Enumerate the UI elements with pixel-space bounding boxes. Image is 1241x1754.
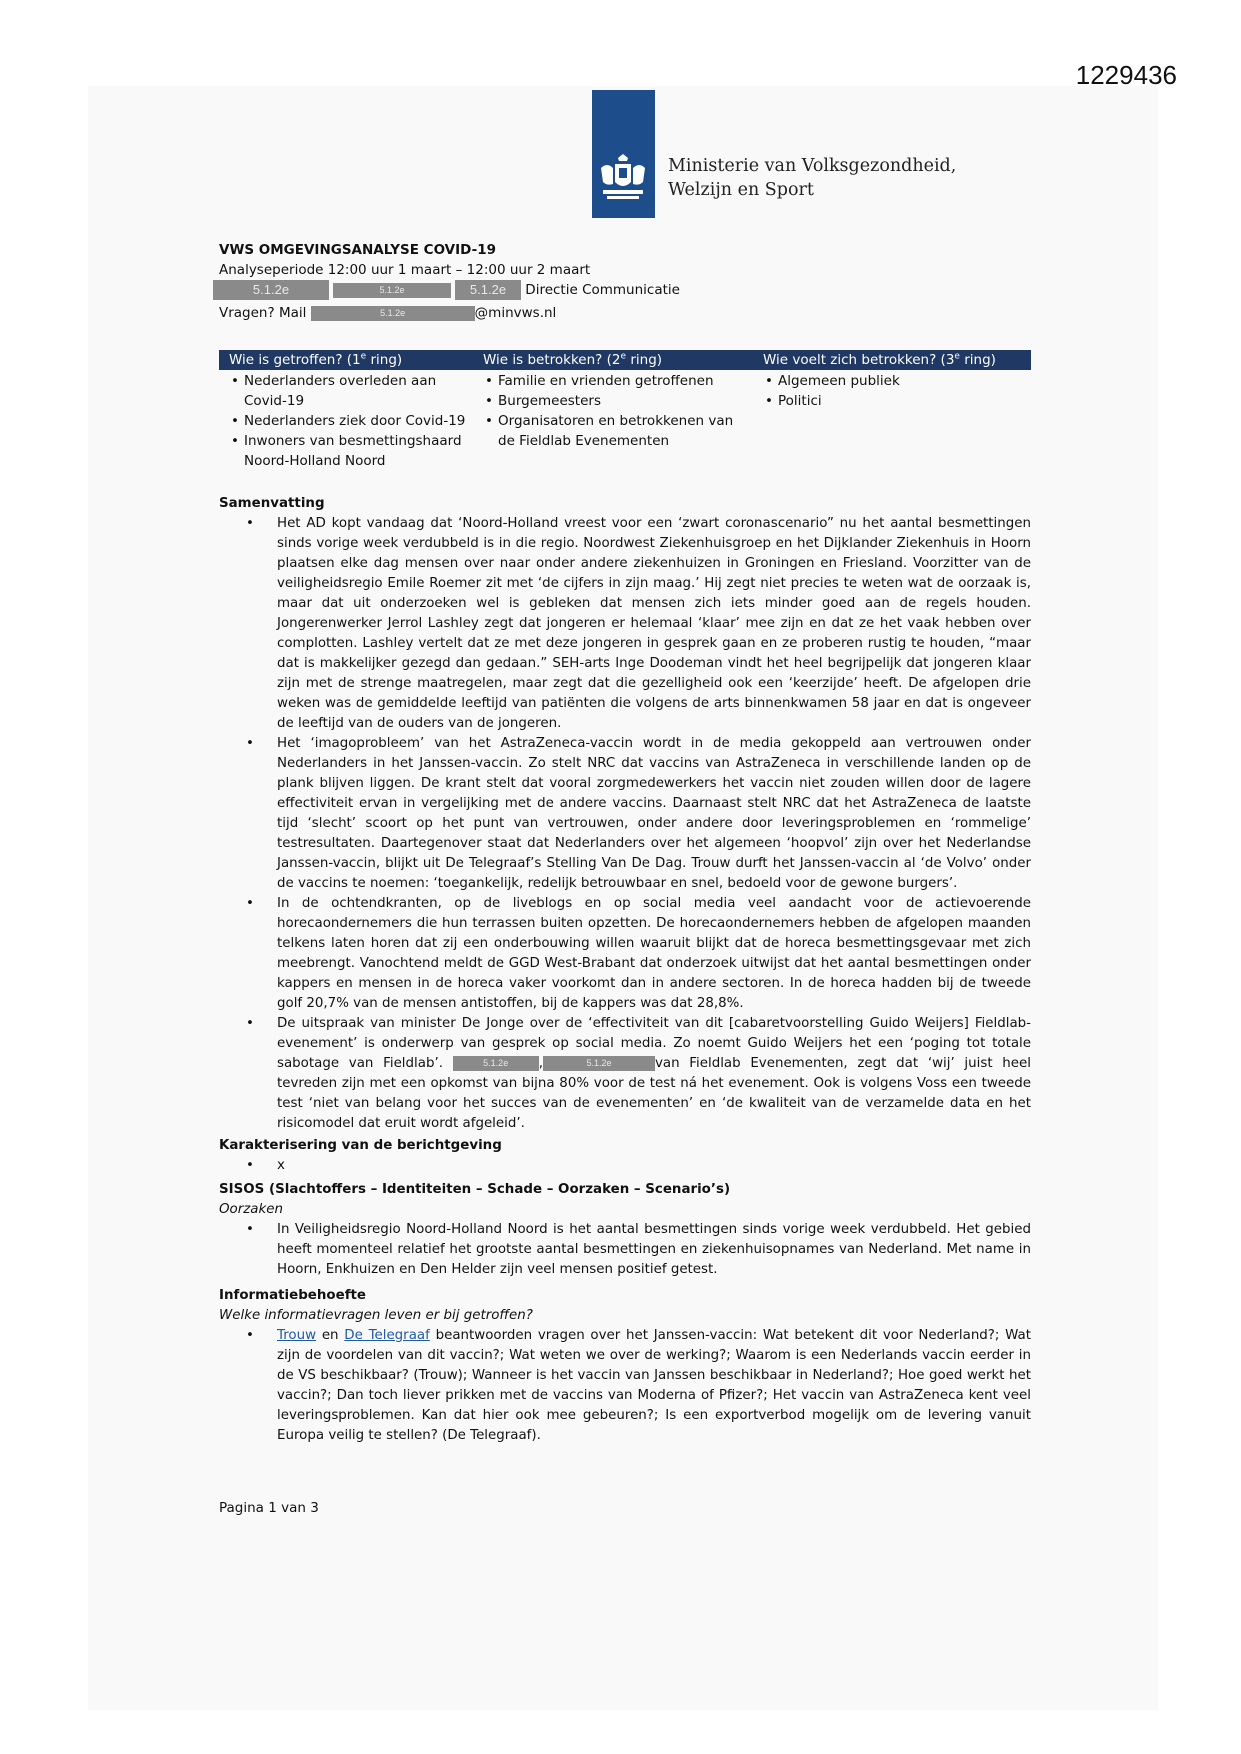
questions-prefix: Vragen? Mail: [219, 305, 307, 321]
section-heading: Informatiebehoefte: [219, 1288, 366, 1303]
ring-3-list: [753, 371, 1031, 471]
list-item: • Familie en vrienden getroffenen: [473, 371, 753, 391]
section-subheading: Oorzaken: [219, 1202, 283, 1217]
redaction-block: 5.1.2e: [455, 280, 521, 300]
telegraaf-link[interactable]: De Telegraaf: [344, 1328, 430, 1343]
list-item: • Nederlanders overleden aan Covid-19: [219, 371, 473, 411]
list-item: • Inwoners van besmettingshaard Noord-Holland Noord: [219, 431, 473, 471]
list-item: • x: [219, 1156, 1031, 1176]
ring-2-header: Wie is betrokken? (2e ring): [483, 351, 663, 368]
trouw-link[interactable]: Trouw: [277, 1328, 317, 1343]
redaction-block: 5.1.2e: [311, 306, 475, 321]
list-item: • Politici: [753, 391, 1031, 411]
list-item: • In Veiligheidsregio Noord-Holland Noord is het aantal besmettingen sinds vorige week verdubbeld. Het gebied heeft momenteel relatief het grootste aantal besmettingen en ziekenhuisopnames van Nederland. Met name in Hoorn, Enkhuizen en Den Helder zijn veel mensen positief getest.: [219, 1220, 1031, 1280]
redaction-block: 5.1.2e: [543, 1056, 655, 1071]
section-heading: Karakterisering van de berichtgeving: [219, 1138, 502, 1153]
section-heading: SISOS (Slachtoffers – Identiteiten – Schade – Oorzaken – Scenario’s): [219, 1182, 731, 1197]
redaction-block: 5.1.2e: [453, 1056, 539, 1071]
redaction-block: 5.1.2e: [213, 280, 329, 300]
questions-line: [219, 305, 556, 321]
ring-1-header: Wie is getroffen? (1e ring): [229, 351, 403, 368]
contact-line: [213, 280, 680, 300]
info-list: [219, 1326, 1031, 1446]
mail-domain: @minvws.nl: [474, 305, 557, 321]
list-item: • Trouw en De Telegraaf beantwoorden vragen over het Janssen-vaccin: Wat betekent dit voor Nederland?; Wat zijn de voordelen van dit vaccin?; Wat weten we over de werking?; Waarom is een Nederlands vaccin eerder in de VS beschikbaar? (Trouw); Wanneer is het vaccin van Janssen beschikbaar in Nederland?; Hoe goed werkt het vaccin?; Dan toch liever prikken met de vaccins van Moderna of Pfizer?; Het vaccin van AstraZeneca kent veel leveringsproblemen. Kan dat hier ook mee gebeuren?; Is een exportverbod mogelijk om de levering vanuit Europa veilig te stellen? (De Telegraaf).: [219, 1326, 1031, 1446]
rings-header: [219, 350, 1031, 370]
list-item: • Nederlanders ziek door Covid-19: [219, 411, 473, 431]
list-item: • Het AD kopt vandaag dat ‘Noord-Holland vreest voor een ‘zwart coronascenario” nu het aantal besmettingen sinds vorige week verdubbeld is in die regio. Noordwest Ziekenhuisgroep en het Dijklander Ziekenhuis in Hoorn plaatsen elke dag mensen over naar onder andere ziekenhuizen in Groningen en Friesland. Voorzitter van de veiligheidsregio Emile Roemer zit met ‘de cijfers in zijn maag.’ Hij zegt niet precies te weten wat de oorzaak is, maar dat uit onderzoeken wel is gebleken dat mensen zich iets minder goed aan de regels houden. Jongerenwerker Jerrol Lashley zegt dat jongeren er helemaal ‘klaar’ mee zijn en dat ze het vaak hebben over complotten. Lashley vertelt dat ze met deze jongeren in gesprek gaan en ze proberen rustig te houden, “maar dat is makkelijker gezegd dan gedaan.” SEH-arts Inge Doodeman vindt het heel begrijpelijk dat jongeren klaar zijn met de strenge maatregelen, maar zegt dat die gezelligheid ook een ‘keerzijde’ heeft. De afgelopen drie weken was de gemiddelde leeftijd van patiënten die volgens de arts binnenkwamen 58 jaar en dat is ongeveer de leeftijd van de ouders van de jongeren.: [219, 514, 1031, 734]
ministry-name: [668, 154, 956, 202]
ring-2-list: [473, 371, 753, 471]
section-heading: Samenvatting: [219, 496, 325, 511]
ring-1-list: [219, 371, 473, 471]
page-number: Pagina 1 van 3: [219, 1500, 319, 1516]
analysis-period: Analyseperiode 12:00 uur 1 maart – 12:00 uur 2 maart: [219, 262, 591, 278]
rings-table: [219, 350, 1031, 471]
list-item: • Het ‘imagoprobleem’ van het AstraZeneca-vaccin wordt in de media gekoppeld aan vertrouwen onder Nederlanders in het Janssen-vaccin. Zo stelt NRC dat vaccins van AstraZeneca in verschillende landen op de plank blijven liggen. De krant stelt dat vooral zorgmedewerkers het vaccin niet zouden willen door de lagere effectiviteit ervan in vergelijking met de andere vaccins. Daarnaast stelt NRC dat het AstraZeneca de laatste tijd ‘slecht’ scoort op het punt van vertrouwen, onder andere door leveringsproblemen en ‘rommelige’ testresultaten. Daartegenover staat dat Nederlanders over het algemeen ‘hoopvol’ zijn over het Nederlandse Janssen-vaccin, blijkt uit De Telegraaf’s Stelling Van De Dag. Trouw durft het Janssen-vaccin al ‘de Volvo’ onder de vaccins te noemen: ‘toegankelijk, redelijk betrouwbaar en snel, bedoeld voor de gewone burgers’.: [219, 734, 1031, 894]
list-item: • Burgemeesters: [473, 391, 753, 411]
list-item: • In de ochtendkranten, op de liveblogs en op social media veel aandacht voor de actievoerende horecaondernemers die hun terrassen buiten opzetten. De horecaondernemers hebben de afgelopen maanden telkens laten horen dat zij een onderbouwing willen waaruit blijkt dat de horeca besmettingsgevaar met zich meebrengt. Vanochtend meldt de GGD West-Brabant dat onderzoek uitwijst dat het aantal besmettingen onder kappers en mensen in de horeca vaker voorkomt dan in andere sectoren. In de horeca hadden bij de tweede golf 20,7% van de mensen antistoffen, bij de kappers was dat 28,8%.: [219, 894, 1031, 1014]
ministry-line-2: Welzijn en Sport: [668, 180, 814, 200]
section-subheading: Welke informatievragen leven er bij getroffen?: [219, 1308, 533, 1323]
redaction-block: 5.1.2e: [333, 283, 451, 298]
document-title: VWS OMGEVINGSANALYSE COVID-19: [219, 242, 497, 258]
ring-3-header: Wie voelt zich betrokken? (3e ring): [763, 351, 996, 368]
sisos-list: [219, 1220, 1031, 1280]
list-item: • Algemeen publiek: [753, 371, 1031, 391]
list-item: • Organisatoren en betrokkenen van de Fieldlab Evenementen: [473, 411, 753, 451]
list-item: • De uitspraak van minister De Jonge over de ‘effectiviteit van dit [cabaretvoorstelling Guido Weijers] Fieldlab-evenement’ is onderwerp van gesprek op social media. Zo noemt Guido Weijers het een ‘poging tot totale sabotage van Fieldlab’. 5.1.2e , 5.1.2e van Fieldlab Evenementen, zegt dat ‘wij’ juist heel tevreden zijn met een opkomst van bijna 80% voor de test ná het evenement. Ook is volgens Voss een tweede test ‘niet van belang voor het succes van de evenementen’ en ‘de kwaliteit van de verzamelde data en het risicomodel dat eruit wordt afgeleid’.: [219, 1014, 1031, 1134]
summary-list: [219, 514, 1031, 1134]
characterization-list: [219, 1156, 1031, 1176]
document-id: 1229436: [1075, 60, 1177, 90]
royal-coat-of-arms-icon: [597, 152, 649, 202]
report-body: [219, 494, 1031, 1446]
directorate: Directie Communicatie: [525, 282, 680, 298]
ministry-line-1: Ministerie van Volksgezondheid,: [668, 156, 957, 176]
